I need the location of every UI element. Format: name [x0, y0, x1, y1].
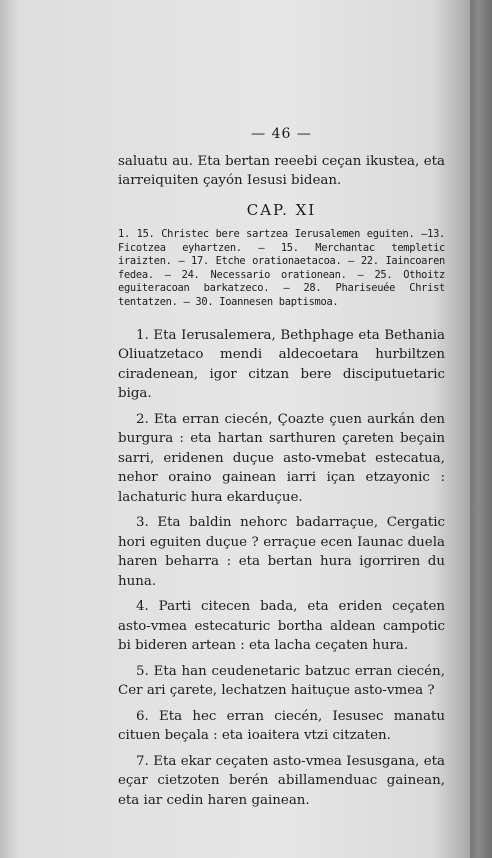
verse-6: 6. Eta hec erran ciecén, Iesusec manatu cituen beçala : eta ioaitera vtzi citzaten. [118, 708, 445, 744]
verse-5: 5. Eta han ceudenetaric batzuc erran ciecén, Cer ari çarete, lechatzen haituçue asto-vmea ? [118, 663, 445, 699]
verse-1: 1. Eta Ierusalemera, Bethphage eta Bethania Oliuatzetaco mendi aldecoetara hurbiltzen ciradenean, igor citzan bere disciputuetaric biga. [118, 327, 445, 402]
verse-4: 4. Parti citecen bada, eta eriden ceçaten asto-vmea estecaturic bortha aldean campotic bi bideren artean : eta lacha ceçaten hura. [118, 599, 445, 654]
verse-2: 2. Eta erran ciecén, Çoazte çuen aurkán den burgura : eta hartan sarthuren çareten beçain sarri, eridenen duçue asto-vmebat estecatua, nehor oraino gainean iarri içan etzayonic : lachaturic hura ekarduçue. [118, 411, 445, 505]
page-edge-shadow [470, 0, 492, 858]
verse-3: 3. Eta baldin nehorc badarraçue, Cergatic hori eguiten duçue ? erraçue ecen Iaunac duela haren beharra : eta bertan hura igorriren du huna. [118, 515, 445, 589]
continuation-paragraph: saluatu au. Eta bertan reeebi ceçan ikustea, eta iarreiquiten çayón Iesusi bidean. [118, 154, 445, 188]
chapter-summary: 1. 15. Christec bere sartzea Ierusalemen eguiten. —13. Ficotzea eyhartzen. — 15. Merchantac templetic iraizten. — 17. Etche orationaetacoa. — 22. Iaincoaren fedea. — 24. Necessario orationean. — 25. Othoitz eguiteracoan barkatzeco. — 28. Phariseuée Christ tentatzen. — 30. Ioannesen baptismoa. [118, 228, 445, 308]
page-number: — 46 — [251, 126, 312, 142]
chapter-title: CAP. XI [246, 201, 317, 219]
page-text-block [118, 126, 445, 816]
verse-7: 7. Eta ekar ceçaten asto-vmea Iesusgana, eta eçar cietzoten berén abillamenduac gainean, eta iar cedin haren gainean. [118, 753, 445, 808]
